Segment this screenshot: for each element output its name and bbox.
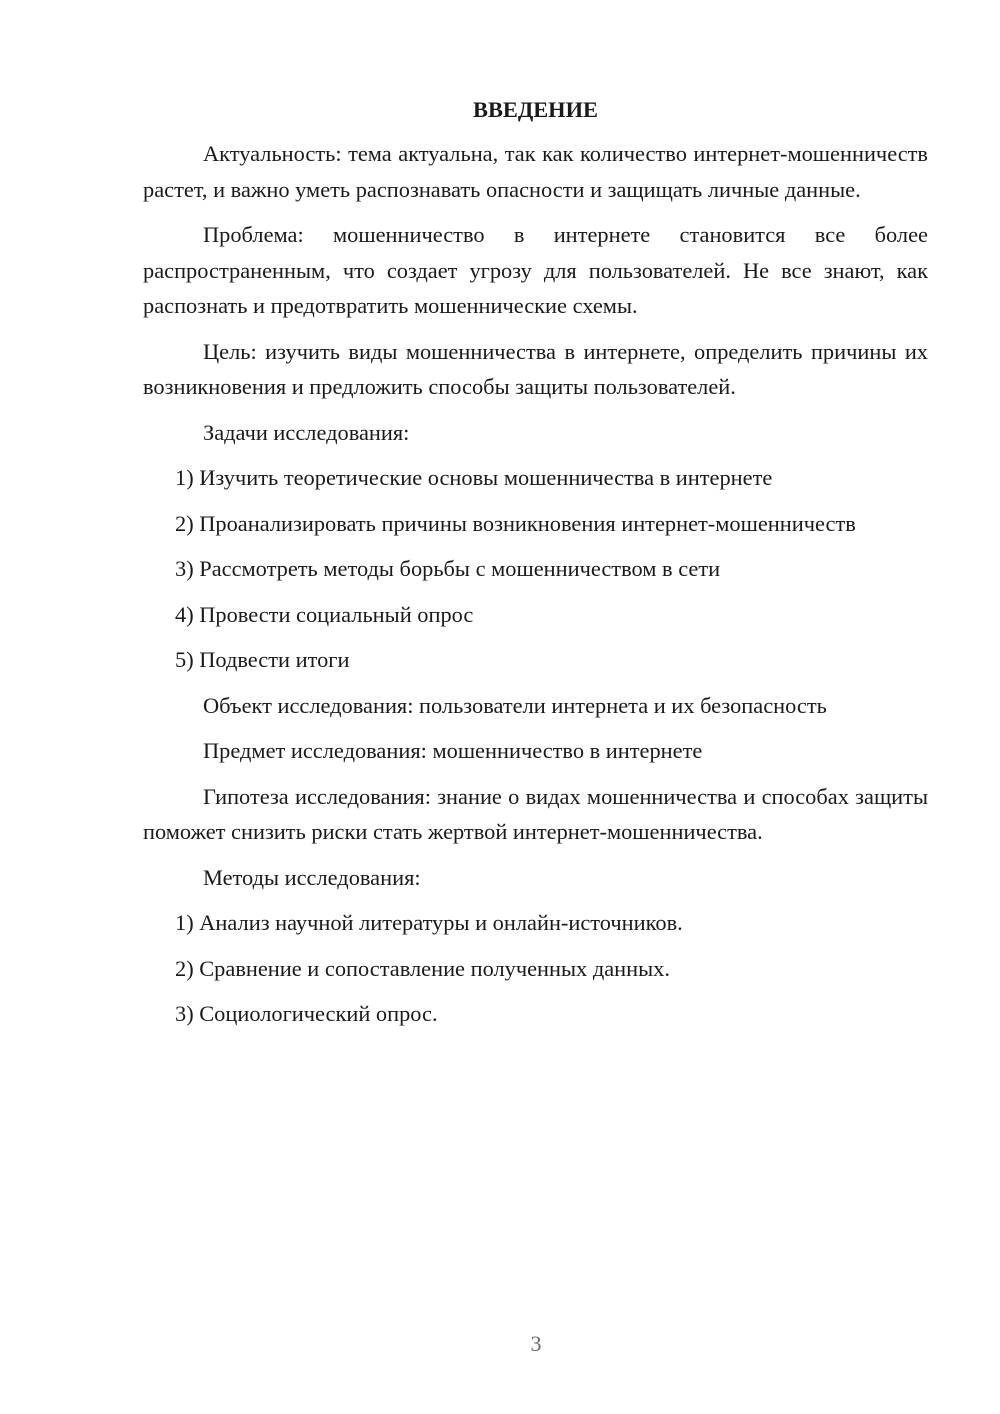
document-page (143, 92, 928, 1042)
tasks-heading: Задачи исследования: (203, 419, 410, 445)
section-title: ВВЕДЕНИЕ (473, 97, 598, 122)
problem-paragraph: Проблема: мошенничество в интернете становится все более распространенным, что создает угрозу для пользователей. Не все знают, как распознать и предотвратить мошеннические схемы. (143, 222, 928, 318)
object-line: Объект исследования: пользователи интернета и их безопасность (203, 692, 827, 718)
method-item: 2) Сравнение и сопоставление полученных данных. (175, 955, 670, 981)
methods-heading: Методы исследования: (203, 864, 421, 890)
goal-paragraph: Цель: изучить виды мошенничества в интернете, определить причины их возникновения и предложить способы защиты пользователей. (143, 338, 928, 399)
task-item: 3) Рассмотреть методы борьбы с мошенничеством в сети (175, 556, 721, 581)
hypothesis-paragraph: Гипотеза исследования: знание о видах мошенничества и способах защиты поможет снизить риски стать жертвой интернет-мошенничества. (143, 783, 928, 844)
page-number: 3 (530, 1331, 542, 1356)
method-item: 1) Анализ научной литературы и онлайн-источников. (175, 910, 683, 935)
task-item: 1) Изучить теоретические основы мошенничества в интернете (175, 465, 773, 490)
task-item: 5) Подвести итоги (175, 647, 350, 672)
task-item: 4) Провести социальный опрос (175, 601, 474, 627)
task-item: 2) Проанализировать причины возникновения интернет-мошенничеств (175, 510, 856, 536)
subject-line: Предмет исследования: мошенничество в интернете (203, 738, 703, 763)
method-item: 3) Социологический опрос. (175, 1001, 438, 1026)
relevance-paragraph: Актуальность: тема актуальна, так как количество интернет-мошенничеств растет, и важно уметь распознавать опасности и защищать личные данные. (143, 141, 928, 202)
